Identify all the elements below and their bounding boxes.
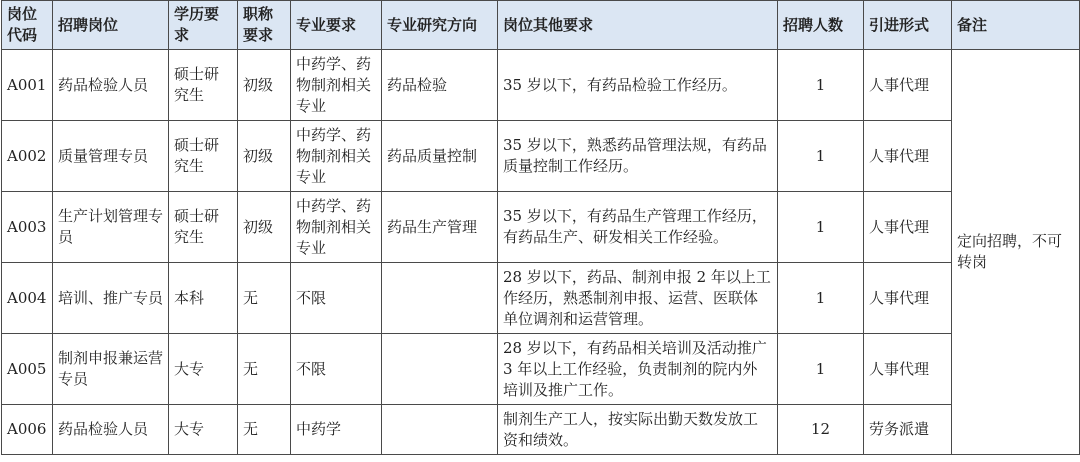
header-title: 职称要求: [238, 1, 291, 50]
cell-code: A003: [2, 192, 53, 263]
cell-education: 大专: [169, 334, 238, 405]
cell-count: 1: [778, 121, 864, 192]
header-direction: 专业研究方向: [382, 1, 498, 50]
cell-major: 不限: [291, 334, 382, 405]
cell-title: 初级: [238, 121, 291, 192]
cell-code: A006: [2, 405, 53, 455]
cell-title: 初级: [238, 192, 291, 263]
cell-post: 药品检验人员: [53, 50, 169, 121]
cell-form: 人事代理: [864, 263, 952, 334]
header-post: 招聘岗位: [53, 1, 169, 50]
cell-title: 无: [238, 405, 291, 455]
cell-direction: 药品检验: [382, 50, 498, 121]
table-row: [2, 50, 1080, 121]
cell-major: 中药学、药物制剂相关专业: [291, 121, 382, 192]
cell-code: A002: [2, 121, 53, 192]
cell-direction: 药品生产管理: [382, 192, 498, 263]
cell-major: 中药学: [291, 405, 382, 455]
cell-other: 28 岁以下，有药品相关培训及活动推广 3 年以上工作经验，负责制剂的院内外培训及推广工作。: [498, 334, 778, 405]
cell-code: A004: [2, 263, 53, 334]
cell-education: 本科: [169, 263, 238, 334]
cell-education: 硕士研究生: [169, 192, 238, 263]
table-row: [2, 405, 1080, 455]
cell-education: 硕士研究生: [169, 50, 238, 121]
header-major: 专业要求: [291, 1, 382, 50]
table-row: [2, 121, 1080, 192]
table-row: [2, 263, 1080, 334]
header-education: 学历要求: [169, 1, 238, 50]
cell-direction: [382, 334, 498, 405]
cell-direction: 药品质量控制: [382, 121, 498, 192]
header-count: 招聘人数: [778, 1, 864, 50]
cell-count: 1: [778, 50, 864, 121]
cell-count: 1: [778, 192, 864, 263]
cell-other: 35 岁以下，熟悉药品管理法规，有药品质量控制工作经历。: [498, 121, 778, 192]
cell-other: 35 岁以下，有药品生产管理工作经历，有药品生产、研发相关工作经验。: [498, 192, 778, 263]
cell-form: 劳务派遣: [864, 405, 952, 455]
cell-post: 质量管理专员: [53, 121, 169, 192]
cell-code: A005: [2, 334, 53, 405]
cell-major: 中药学、药物制剂相关专业: [291, 50, 382, 121]
cell-other: 35 岁以下，有药品检验工作经历。: [498, 50, 778, 121]
header-other: 岗位其他要求: [498, 1, 778, 50]
table-row: [2, 192, 1080, 263]
recruitment-table: [1, 0, 1080, 455]
cell-form: 人事代理: [864, 121, 952, 192]
cell-major: 中药学、药物制剂相关专业: [291, 192, 382, 263]
cell-form: 人事代理: [864, 50, 952, 121]
header-note: 备注: [952, 1, 1080, 50]
cell-post: 培训、推广专员: [53, 263, 169, 334]
header-form: 引进形式: [864, 1, 952, 50]
cell-major: 不限: [291, 263, 382, 334]
cell-education: 硕士研究生: [169, 121, 238, 192]
cell-title: 初级: [238, 50, 291, 121]
cell-form: 人事代理: [864, 334, 952, 405]
cell-count: 1: [778, 334, 864, 405]
cell-education: 大专: [169, 405, 238, 455]
cell-title: 无: [238, 263, 291, 334]
cell-other: 制剂生产工人，按实际出勤天数发放工资和绩效。: [498, 405, 778, 455]
cell-other: 28 岁以下，药品、制剂申报 2 年以上工作经历，熟悉制剂申报、运营、医联体单位调剂和运营管理。: [498, 263, 778, 334]
cell-direction: [382, 405, 498, 455]
cell-direction: [382, 263, 498, 334]
cell-title: 无: [238, 334, 291, 405]
cell-code: A001: [2, 50, 53, 121]
cell-post: 生产计划管理专员: [53, 192, 169, 263]
cell-count: 1: [778, 263, 864, 334]
header-row: [2, 1, 1080, 50]
header-code: 岗位代码: [2, 1, 53, 50]
cell-note: 定向招聘，不可转岗: [952, 50, 1080, 455]
cell-count: 12: [778, 405, 864, 455]
cell-post: 药品检验人员: [53, 405, 169, 455]
cell-form: 人事代理: [864, 192, 952, 263]
table-row: [2, 334, 1080, 405]
cell-post: 制剂申报兼运营专员: [53, 334, 169, 405]
